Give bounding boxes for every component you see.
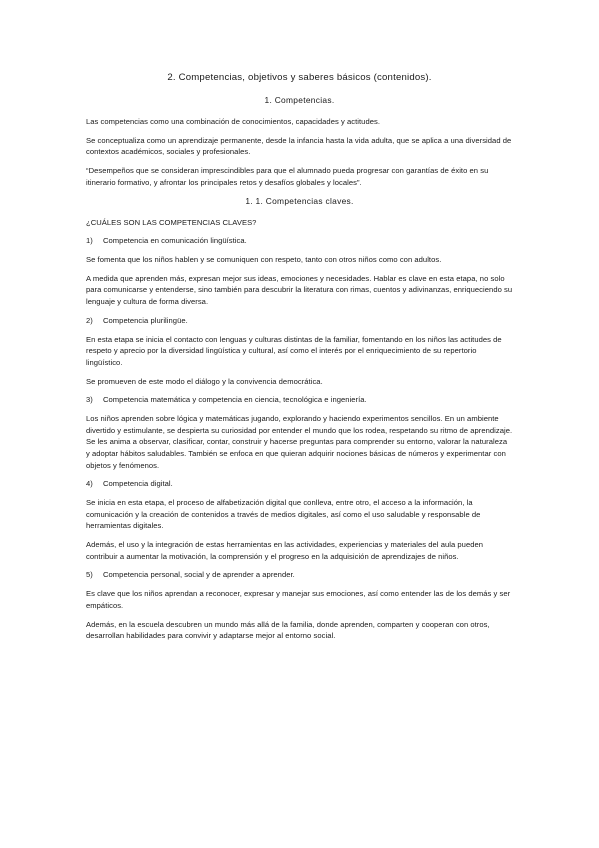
- section-heading-competencias: 1. Competencias.: [264, 95, 335, 105]
- section-heading-competencias-claves: 1. 1. Competencias claves.: [245, 195, 354, 206]
- intro-quote-paragraph: “Desempeños que se consideran imprescindibles para que el alumnado pueda progresar con garantías de éxito en su itinerario formativo, y afrontar los principales retos y desafíos globales y locales”.: [86, 166, 489, 187]
- competence-heading: [86, 569, 513, 581]
- competence-heading: [86, 315, 513, 327]
- competence-paragraph: Es clave que los niños aprendan a reconocer, expresar y manejar sus emociones, así como entender las de los demás y ser empáticos.: [86, 589, 511, 610]
- page-title: 2. Competencias, objetivos y saberes básicos (contenidos).: [167, 72, 432, 83]
- competence-number: 3): [86, 395, 93, 405]
- competence-heading: [86, 478, 513, 490]
- competence-paragraph: Se inicia en esta etapa, el proceso de alfabetización digital que conlleva, entre otro, el acceso a la información, la comunicación y la creación de contenidos a través de medios digitales, así como el uso saludable y responsable de herramientas digitales.: [86, 498, 481, 531]
- intro-paragraph-2: Se conceptualiza como un aprendizaje permanente, desde la infancia hasta la vida adulta, que se aplica a una diversidad de contextos académicos, sociales y profesionales.: [86, 135, 512, 157]
- competence-title: Competencia matemática y competencia en ciencia, tecnológica e ingeniería.: [103, 395, 367, 405]
- competence-heading: [86, 394, 513, 406]
- competence-number: 1): [86, 236, 93, 246]
- competence-heading: [86, 235, 513, 247]
- competence-title: Competencia digital.: [103, 479, 173, 489]
- competence-paragraph: Los niños aprenden sobre lógica y matemáticas jugando, explorando y haciendo experimentos sencillos. En un ambiente divertido y estimulante, se despierta su curiosidad por entender el mundo que los rodea, respetando su ritmo de aprendizaje. Se les anima a observar, clasificar, contar, construir y hacerse preguntas para comprender su entorno, valorar la naturaleza y adoptar hábitos saludables. También se enfoca en que quieran adquirir nociones básicas de números y experimentar con objetos y fenómenos.: [86, 414, 513, 470]
- competence-title: Competencia en comunicación lingüística.: [103, 236, 247, 246]
- competence-number: 5): [86, 570, 93, 580]
- competence-title: Competencia personal, social y de aprender a aprender.: [103, 570, 295, 580]
- intro-paragraph-1: Las competencias como una combinación de conocimientos, capacidades y actitudes.: [86, 117, 380, 126]
- question-heading: ¿CUÁLES SON LAS COMPETENCIAS CLAVES?: [86, 217, 257, 227]
- competence-paragraph: En esta etapa se inicia el contacto con lenguas y culturas distintas de la familiar, fomentando en los niños las actitudes de respeto y aprecio por la diversidad lingüística y cultural, así como el interés por el enriquecimiento de su repertorio lingüístico.: [86, 334, 502, 367]
- competence-title: Competencia plurilingüe.: [103, 315, 188, 325]
- competence-paragraph: Además, en la escuela descubren un mundo más allá de la familia, donde aprenden, comparten y cooperan con otros, desarrollan habilidades para convivir y adaptarse mejor al entorno social.: [86, 619, 490, 641]
- competence-number: 4): [86, 479, 93, 489]
- competence-paragraph: Se promueven de este modo el diálogo y la convivencia democrática.: [86, 376, 323, 386]
- competence-paragraph: Además, el uso y la integración de estas herramientas en las actividades, experiencias y materiales del aula pueden contribuir a aumentar la motivación, la comprensión y el progreso en la adquisición de aprendizajes de niños.: [86, 540, 484, 561]
- competence-number: 2): [86, 315, 93, 325]
- competence-paragraph: Se fomenta que los niños hablen y se comuniquen con respeto, tanto con otros niños como con adultos.: [86, 255, 442, 265]
- competence-paragraph: A medida que aprenden más, expresan mejor sus ideas, emociones y necesidades. Hablar es clave en esta etapa, no solo para comunicarse y entenderse, sino también para descubrir la literatura con rimas, cuentos y adivinanzas, enriqueciendo su lenguaje y cultura de forma diversa.: [86, 273, 513, 307]
